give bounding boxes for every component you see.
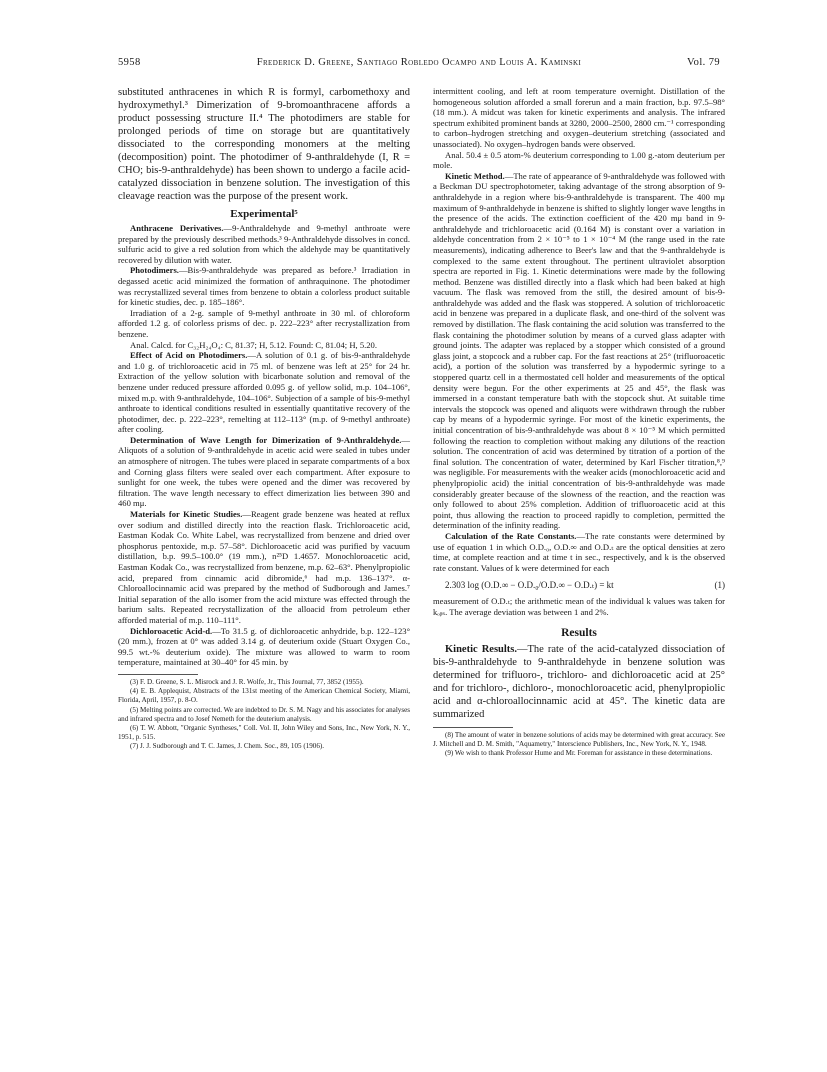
footnote-divider [433,727,513,728]
paragraph-anthracene-derivatives [118,223,410,265]
left-column [118,86,410,752]
footnote: (4) E. B. Applequist, Abstracts of the 131st meeting of the American Chemical Society, Miami, Florida, April, 1957, p. 8-O. [118,687,410,705]
footnote: (9) We wish to thank Professor Hume and Mr. Foreman for assistance in these determinations. [445,748,713,757]
run-in-heading: Anthracene Derivatives. [130,223,224,233]
equation-formula: 2.303 log (O.D.∞ − O.D.₀/O.D.∞ − O.D.ₜ) = kt [445,580,614,591]
equation [433,579,725,591]
volume-label: Vol. 79 [687,57,720,68]
footnote: (7) J. J. Sudborough and T. C. James, J. Chem. Soc., 89, 105 (1906). [130,742,325,751]
experimental-heading: Experimental⁵ [230,208,298,220]
equation-number: (1) [714,580,725,591]
paragraph-materials [118,509,410,626]
paragraph-kinetic-results [433,643,725,721]
paragraph-text: —To 31.5 g. of dichloroacetic anhydride, b.p. 122–123° (20 mm.), frozen at 0° was added 3.14 g. of deuterium oxide (Stuart Oxygen Co., 99.5 wt.-% deuterium oxide). The mixture was allowed to warm to room temperature, maintained at 30–40° for 45 min. by [118,625,411,668]
paragraph-kinetic-method [433,171,725,531]
paragraph-dichloroacetic-acid-d [118,626,410,668]
run-in-heading: Materials for Kinetic Studies. [130,509,243,520]
paragraph-text: —Aliquots of a solution of 9-anthraldehyde in acetic acid were sealed in tubes under an atmosphere of nitrogen. The tubes were placed in separate compartments of a box and Corning glass filters were sealed over each compartment. After exposure to sunlight for one week, the tubes were opened and the dimer was recovered by filtration. The wave length necessary to effect dimerization lies between 390 and 460 mμ. [118,434,410,509]
running-header [118,57,720,73]
run-in-heading: Effect of Acid on Photodimers. [130,350,248,361]
run-in-heading: Calculation of the Rate Constants. [445,530,577,541]
footnote-divider [118,674,198,675]
paragraph-text: —The rate of the acid-catalyzed dissociation of bis-9-anthraldehyde to 9-anthraldehyde in benzene solution was determined for trifluoro-, trichloro- and dichloroacetic acid at 25° and for trichloro-, dichloro-, monochloroacetic acid, phenylpropiolic acid and α-chloroallocinnamic acid at 45°. The kinetic data are summarized [433,643,725,720]
run-in-heading: Kinetic Method. [445,170,505,181]
paragraph-irradiation: Irradiation of a 2-g. sample of 9-methyl anthroate in 30 ml. of chloroform afforded 1.2 g. of colorless prisms of dec. p. 222–223° after recrystallization from benzene. [118,307,410,339]
running-title: Frederick D. Greene, Santiago Robledo Ocampo and Louis A. Kaminski [256,57,582,68]
paragraph-analysis: Anal. Calcd. for C₃₂H₂₄O₄: C, 81.37; H, 5.12. Found: C, 81.04; H, 5.20. [130,339,378,350]
paragraph-text: —Reagent grade benzene was heated at reflux over sodium and distilled directly into the reaction flask. Trichloroacetic acid, Eastman Kodak Co. White Label, was recrystallized from benzene and dried over phosphorus pentoxide, m.p. 57–58°. Dichloroacetic acid was purified by vacuum distillation, b.p. 99.5–100.0° (19 mm.), n²⁵D 1.4657. Monochloroacetic acid, Eastman Kodak Co., was recrystallized from benzene, m.p. 62–63°. Phenylpropiolic acid, prepared from cinnamic acid dibromide,⁶ had m.p. 136–137°. α-Chloroallocinnamic acid was prepared by the method of Sudborough and James.⁷ Initial separation of the allo isomer from the acid mixture was effected through the barium salts. Repeated recrystallization of the alloacid from petroleum ether afforded material of m.p. 110–111°. [118,509,410,625]
paragraph-text: —Bis-9-anthraldehyde was prepared as before.³ Irradiation in degassed acetic acid minimized the formation of anthraquinone. The photodimer was recrystallized several times from benzene to obtain a colorless product suitable for kinetic studies, dec. p. 185–186°. [118,265,410,308]
paragraph-text: —The rate of appearance of 9-anthraldehyde was followed with a Beckman DU spectrophotometer, taking advantage of the strong absorption of 9-anthraldehyde in a region where bis-9-anthraldehyde is transparent. The 400 mμ maximum of 9-anthraldehyde in benzene is shifted to slightly longer wave lengths in the presence of the acids. The extinction coefficient of the 420 mμ band in 9-anthraldehyde and trichloroacetic acid (0.164 M) is constant over a variation in aldehyde concentration from 2 × 10⁻⁵ to 1 × 10⁻⁴ M (the range used in the rate measurements), indicating adherence to Beer's law and that the 9-anthraldehyde is complexed to the same extent throughout. The pertinent ultraviolet absorption spectra are reported in Fig. 1. Kinetic determinations were made by the following method. Benzene was distilled directly into a flask which had been baked at high vacuum. The flask was removed from the still, the desired amount of bis-9-anthraldehyde was added and the flask was stoppered. A solution of trichloroacetic acid in benzene was prepared in a duplicate flask, and one-third of the solvent was removed by distillation. The flask containing the acid solution was transferred to the flask containing the photodimer solution by means of a curved glass adapter with ground joints. The adapter was replaced by a stopper which consisted of a ground glass joint, a stopcock and a rubber cap. For the fast reactions at 25° (trifluoroacetic acid), a portion of the solution was transferred by a hypodermic syringe to a stoppered quartz cell in a thermostated cell holder and measurements of the optical density were begun. For the other experiments at 25 and 45°, the flask was immersed in a constant temperature bath with the stopcock shut. At suitable time intervals the stopcock was opened and aliquots were withdrawn through the rubber cap by means of a hypodermic syringe. For most of the kinetic experiments, the initial concentration of bis-9-anthraldehyde was about 8 × 10⁻⁵ M which permitted following the reaction to completion without making any dilutions of the reaction solution. The concentration of acid was determined by titration of a portion of the final solution. The concentration of water, determined by Karl Fischer titration,⁸,⁹ was negligible. For measurements with the weaker acids (monochloroacetic acid and phenylpropiolic acid) the initial concentration of bis-9-anthraldehyde was made considerably greater because of the slowness of the reaction, and the reaction was only followed to about 25% completion. Addition of trifluoroacetic acid at this point, thus allowing the reaction to proceed rapidly to completion, permitted the determination of the infinity reading. [433,170,725,531]
page-number: 5958 [118,57,141,68]
results-heading: Results [561,626,597,639]
paragraph-mean-k: measurement of O.D.ₜ; the arithmetic mean of the individual k values was taken for kₒᵦₛ. The average deviation was between 1 and 2%. [433,596,725,617]
paragraph-rate-constants [433,531,725,573]
paragraph-continued: intermittent cooling, and left at room temperature overnight. Distillation of the homogeneous solution afforded a small forerun and a main fraction, b.p. 97.5–98° (18 mm.). A midcut was taken for kinetic experiments and analysis. The infrared spectrum exhibited prominent bands at 3280, 2000–2500, 2800 cm.⁻¹ corresponding to carbon–hydrogen stretching and oxygen–deuterium stretching (associated and unassociated). No oxygen–hydrogen bands were observed. [433,86,725,149]
run-in-heading: Determination of Wave Length for Dimerization of 9-Anthraldehyde. [130,434,402,445]
paragraph-wave-length [118,435,410,509]
run-in-heading: Dichloroacetic Acid-d. [130,625,213,636]
paragraph-text: —A solution of 0.1 g. of bis-9-anthraldehyde and 1.0 g. of trichloroacetic acid in 75 ml. of benzene was left at 25° for 24 hr. Extraction of the yellow solution with bicarbonate solution and removal of the benzene under reduced pressure afforded 0.095 g. of yellow solid, m.p. 104–106°, mixed m.p. with 9-anthraldehyde, 104–106°. Subjection of a sample of bis-9-methyl anthroate to identical conditions resulted in essentially quantitative recovery of the photodimer, dec. p. 222–223°, remelting at 112–113° (m.p. of 9-methyl anthroate) after cooling. [118,350,411,435]
footnote: (8) The amount of water in benzene solutions of acids may be determined with great accuracy. See J. Mitchell and D. M. Smith, "Aquametry," Interscience Publishers, Inc., New York, N. Y., 1948. [433,730,725,748]
paragraph-text: —9-Anthraldehyde and 9-methyl anthroate were prepared by the previously described methods.³ 9-Anthraldehyde dissolves in concd. sulfuric acid to give a red solution from which the aldehyde may be quantitatively recovered by dilution with water. [118,223,411,265]
footnote: (6) T. W. Abbott, "Organic Syntheses," Coll. Vol. II, John Wiley and Sons, Inc., New York, N. Y., 1951, p. 515. [118,723,410,742]
right-column [433,86,725,758]
run-in-heading: Kinetic Results. [445,643,518,655]
footnote: (3) F. D. Greene, S. L. Misrock and J. R. Wolfe, Jr., This Journal, 77, 3852 (1955). [130,677,364,686]
paragraph-deuterium-analysis: Anal. 50.4 ± 0.5 atom-% deuterium corresponding to 1.00 g.-atom deuterium per mole. [433,149,725,171]
paragraph-photodimers [118,265,410,307]
paragraph-text: —The rate constants were determined by use of equation 1 in which O.D.₀, O.D.∞ and O.D.ₜ are the optical densities at zero time, at complete reaction and at time t in sec., respectively, and k is the observed rate constant. Values of k were determined for each [433,530,725,573]
intro-paragraph: substituted anthracenes in which R is formyl, carbomethoxy and hydroxymethyl.³ Dimerization of 9-bromoanthracene affords a product possessing structure II.⁴ The photodimers are stable for prolonged periods of time on storage but are quantitatively dissociated to the corresponding monomers at the melting (decomposition) point. The photodimer of 9-anthraldehyde (I, R = CHO; bis-9-anthraldehyde) has been shown to undergo a facile acid-catalyzed dissociation in benzene solution. The investigation of this cleavage reaction was the purpose of the present work. [118,87,410,202]
run-in-heading: Photodimers. [130,265,179,276]
footnote: (5) Melting points are corrected. We are indebted to Dr. S. M. Nagy and his associates for analyses and infrared spectra and to Josef Nemeth for the deuterium analysis. [118,705,411,723]
paragraph-effect-of-acid [118,350,410,435]
